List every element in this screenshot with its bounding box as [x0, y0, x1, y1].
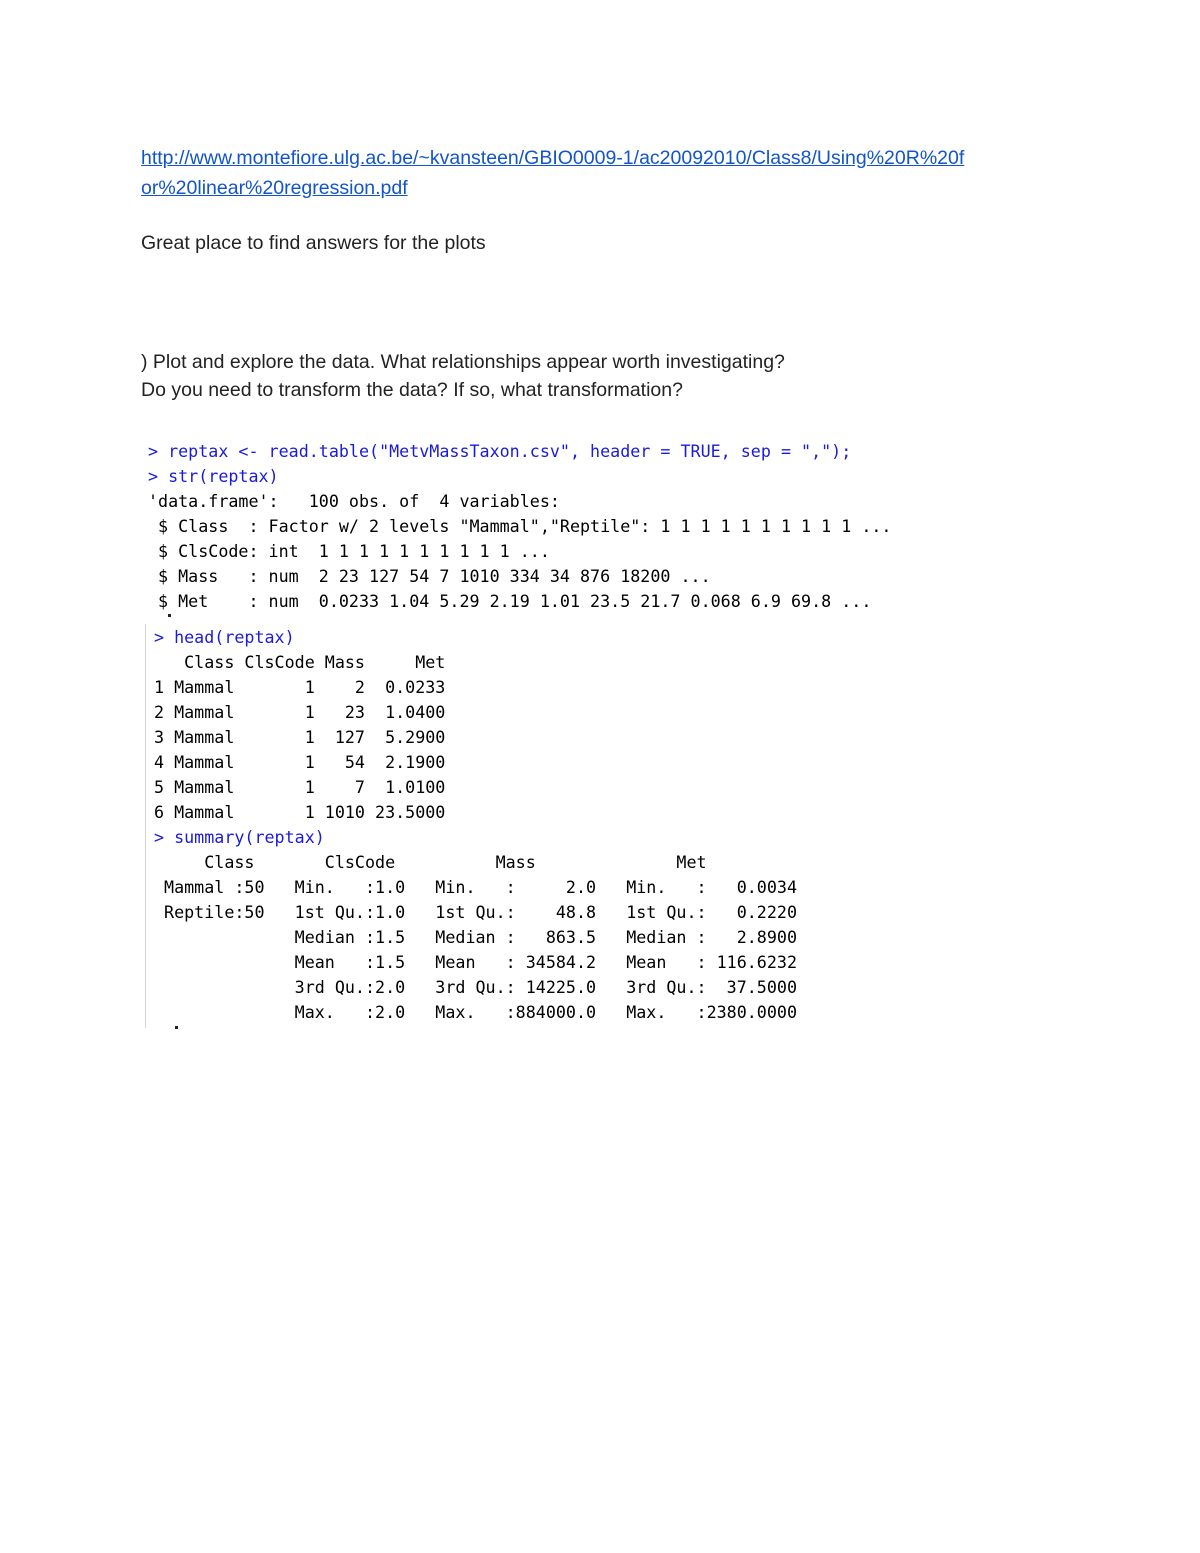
- console-output-line: Max. :2.0 Max. :884000.0 Max. :2380.0000: [154, 1002, 797, 1022]
- r-console-output-str: [148, 439, 891, 614]
- stray-dot: [175, 1026, 178, 1029]
- console-output-line: 5 Mammal 1 7 1.0100: [154, 777, 446, 797]
- console-output-line: 3 Mammal 1 127 5.2900: [154, 727, 446, 747]
- console-output-line: 'data.frame': 100 obs. of 4 variables:: [148, 491, 560, 511]
- console-output-line: 3rd Qu.:2.0 3rd Qu.: 14225.0 3rd Qu.: 37.5000: [154, 977, 797, 997]
- r-console-output-summary: [154, 625, 797, 1025]
- console-output-line: Mean :1.5 Mean : 34584.2 Mean : 116.6232: [154, 952, 797, 972]
- console-output-line: 4 Mammal 1 54 2.1900: [154, 752, 446, 772]
- console-output-line: 1 Mammal 1 2 0.0233: [154, 677, 446, 697]
- console-output-line: Mammal :50 Min. :1.0 Min. : 2.0 Min. : 0.0034: [154, 877, 797, 897]
- link-note: Great place to find answers for the plots: [141, 232, 486, 254]
- question-line-1: ) Plot and explore the data. What relationships appear worth investigating?: [141, 351, 785, 373]
- console-output-line: $ Class : Factor w/ 2 levels "Mammal","Reptile": 1 1 1 1 1 1 1 1 1 1 ...: [148, 516, 892, 536]
- console-command-line: > head(reptax): [154, 627, 295, 647]
- console-command-line: > reptax <- read.table("MetvMassTaxon.csv", header = TRUE, sep = ",");: [148, 441, 852, 461]
- console-output-line: 2 Mammal 1 23 1.0400: [154, 702, 446, 722]
- console-output-line: 6 Mammal 1 1010 23.5000: [154, 802, 446, 822]
- reference-link[interactable]: [141, 143, 1061, 203]
- question-text: [141, 348, 785, 404]
- console-command-line: > str(reptax): [148, 466, 279, 486]
- console-output-line: $ Met : num 0.0233 1.04 5.29 2.19 1.01 23.5 21.7 0.068 6.9 69.8 ...: [148, 591, 872, 611]
- reference-link-line-1[interactable]: http://www.montefiore.ulg.ac.be/~kvansteen/GBIO0009-1/ac20092010/Class8/Using%20R%20f: [141, 147, 965, 169]
- console-command-line: > summary(reptax): [154, 827, 325, 847]
- stray-dot: [168, 614, 171, 617]
- question-line-2: Do you need to transform the data? If so, what transformation?: [141, 379, 683, 401]
- console-output-line: Reptile:50 1st Qu.:1.0 1st Qu.: 48.8 1st Qu.: 0.2220: [154, 902, 797, 922]
- console-output-line: Class ClsCode Mass Met: [154, 652, 446, 672]
- console-output-line: $ Mass : num 2 23 127 54 7 1010 334 34 876 18200 ...: [148, 566, 711, 586]
- console-output-line: Class ClsCode Mass Met: [154, 852, 707, 872]
- console-output-line: $ ClsCode: int 1 1 1 1 1 1 1 1 1 1 ...: [148, 541, 550, 561]
- console-output-line: Median :1.5 Median : 863.5 Median : 2.8900: [154, 927, 797, 947]
- reference-link-line-2[interactable]: or%20linear%20regression.pdf: [141, 177, 408, 199]
